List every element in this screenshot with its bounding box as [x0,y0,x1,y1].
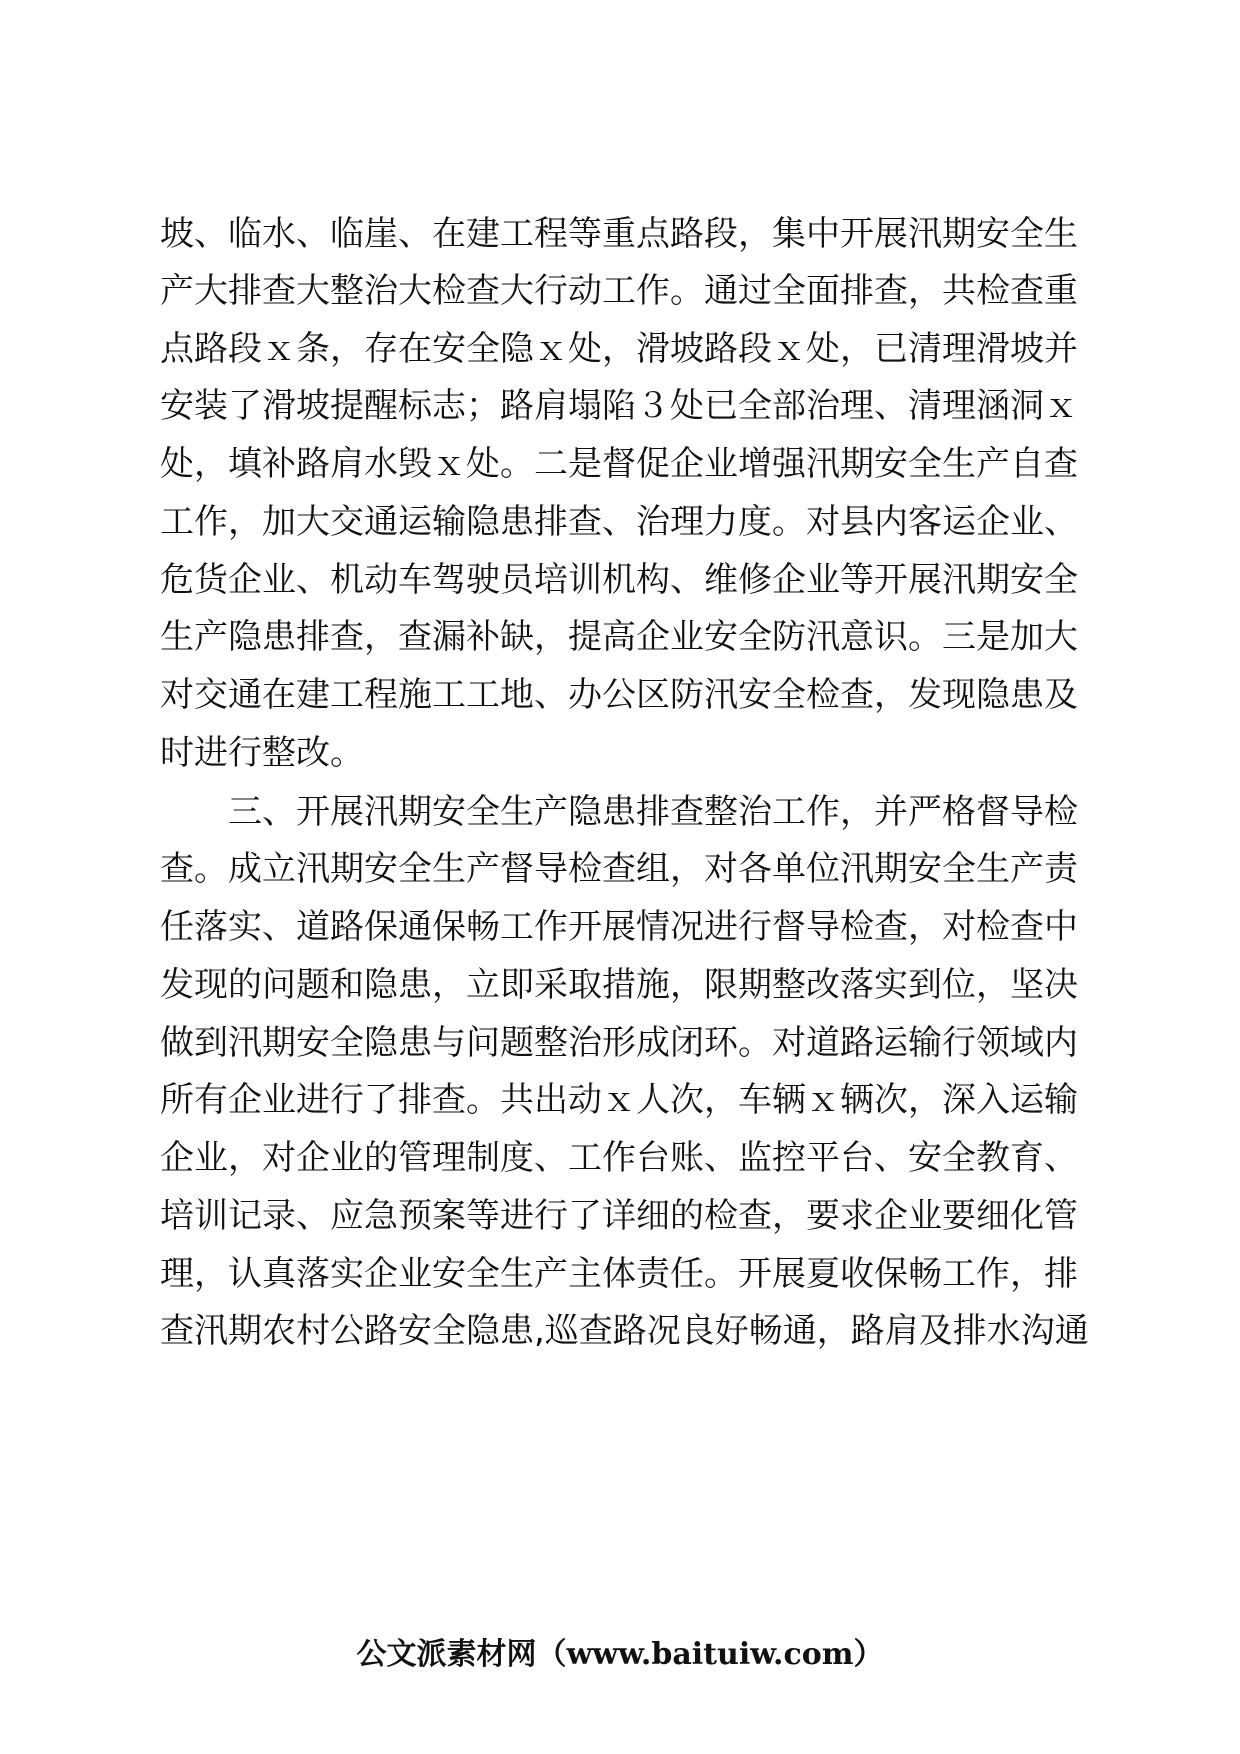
text-line: 时进行整改。 [160,733,364,773]
text-line: 工作，加大交通运输隐患排查、治理力度。对县内客运企业、 [160,502,1078,542]
text-line: 生产隐患排查，查漏补缺，提高企业安全防汛意识。三是加大 [160,617,1078,657]
text-line: 企业，对企业的管理制度、工作台账、监控平台、安全教育、 [160,1138,1078,1178]
text-line: 任落实、道路保通保畅工作开展情况进行督导检查，对检查中 [160,907,1078,947]
text-line: 做到汛期安全隐患与问题整治形成闭环。对道路运输行领域内 [160,1023,1078,1063]
text-line: 理，认真落实企业安全生产主体责任。开展夏收保畅工作，排 [160,1254,1078,1294]
text-line: 点路段ｘ条，存在安全隐ｘ处，滑坡路段ｘ处，已清理滑坡并 [160,329,1078,369]
text-line: 所有企业进行了排查。共出动ｘ人次，车辆ｘ辆次，深入运输 [160,1080,1078,1120]
text-line: 坡、临水、临崖、在建工程等重点路段，集中开展汛期安全生 [160,214,1078,254]
text-line: 安装了滑坡提醒标志；路肩塌陷３处已全部治理、清理涵洞ｘ [160,386,1078,426]
text-line: 查汛期农村公路安全隐患,巡查路况良好畅通，路肩及排水沟通 [160,1311,1089,1351]
text-line: 处，填补路肩水毁ｘ处。二是督促企业增强汛期安全生产自查 [160,444,1078,484]
text-line: 产大排查大整治大检查大行动工作。通过全面排查，共检查重 [160,271,1078,311]
text-line: 对交通在建工程施工工地、办公区防汛安全检查，发现隐患及 [160,675,1078,715]
text-line: 培训记录、应急预案等进行了详细的检查，要求企业要细化管 [160,1196,1078,1236]
text-line: 危货企业、机动车驾驶员培训机构、维修企业等开展汛期安全 [160,560,1078,600]
paragraph-first-line: 三、开展汛期安全生产隐患排查整治工作，并严格督导检 [228,792,1078,832]
footer-watermark: 公文派素材网（www.baituiw.com） [356,1637,884,1672]
text-line: 查。成立汛期安全生产督导检查组，对各单位汛期安全生产责 [160,849,1078,889]
text-line: 发现的问题和隐患，立即采取措施，限期整改落实到位，坚决 [160,965,1078,1005]
